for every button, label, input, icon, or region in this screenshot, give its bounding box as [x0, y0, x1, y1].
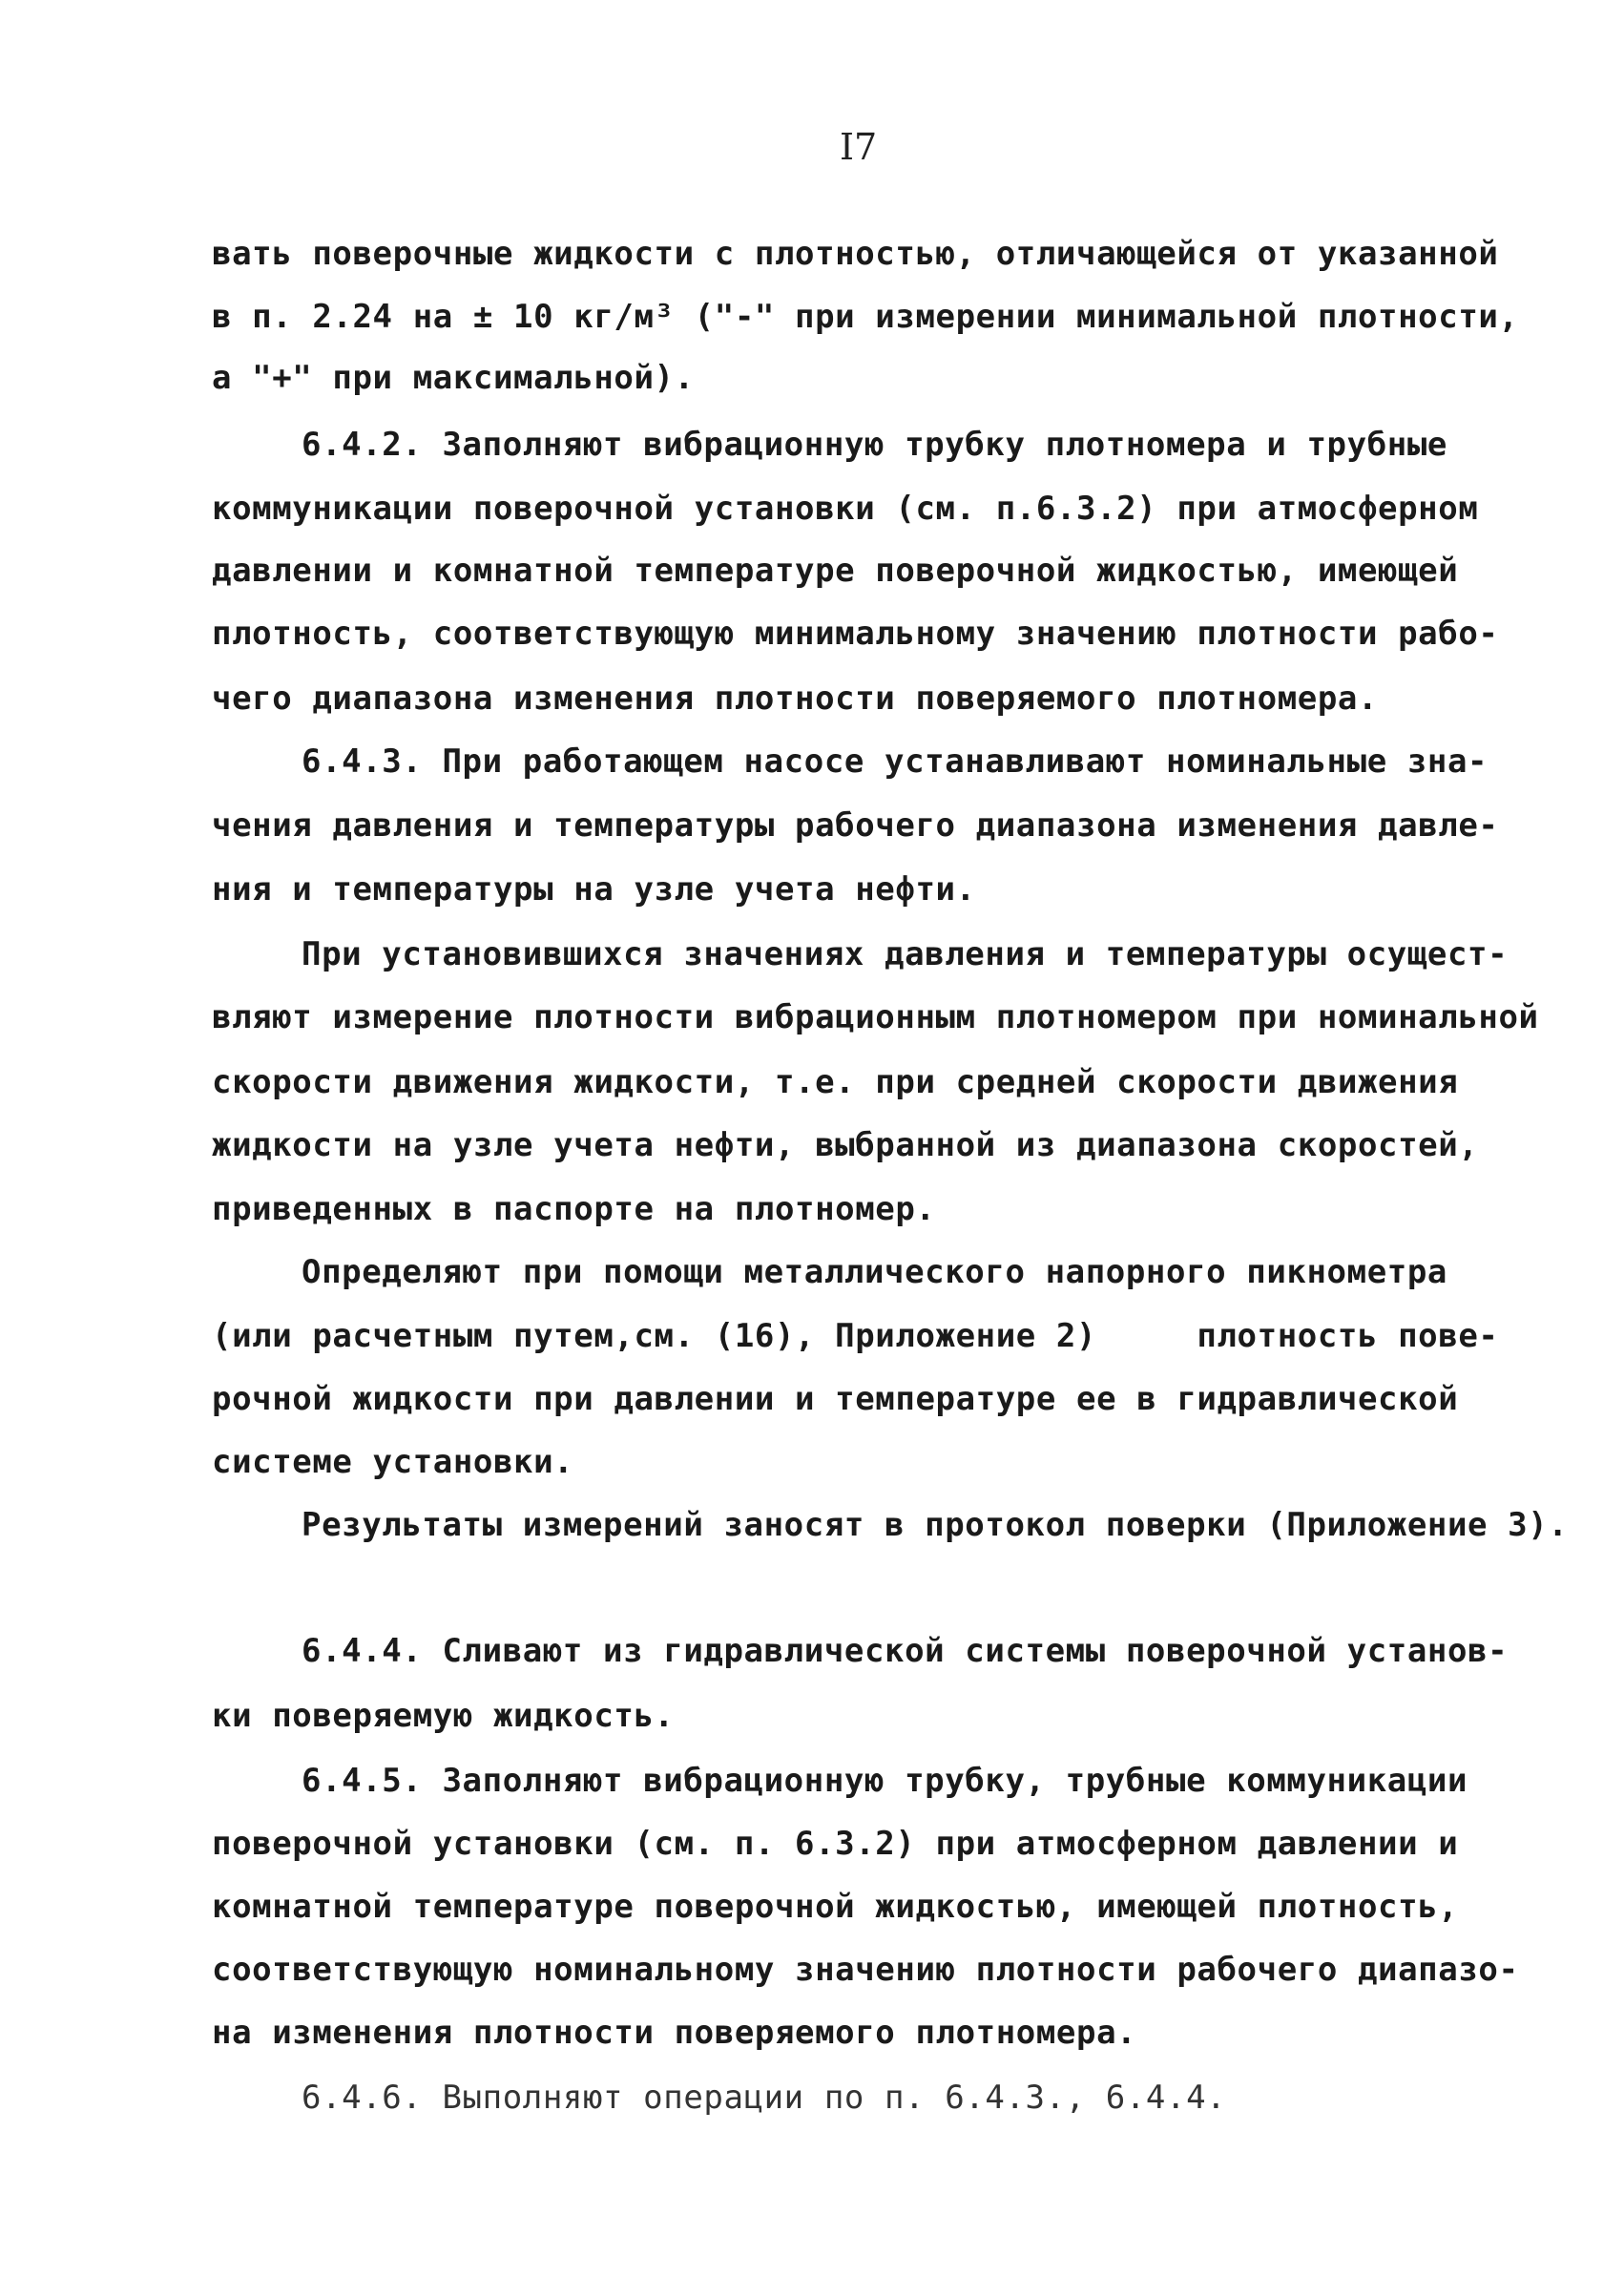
- text-line: а "+" при максимальной).: [212, 359, 695, 397]
- text-line: в п. 2.24 на ± 10 кг/м³ ("-" при измерении минимальной плотности,: [212, 298, 1519, 336]
- page-number: I7: [840, 126, 878, 168]
- text-line: приведенных в паспорте на плотномер.: [212, 1190, 936, 1228]
- text-line: на изменения плотности поверяемого плотномера.: [212, 2014, 1137, 2052]
- text-line: вляют измерение плотности вибрационным плотномером при номинальной: [212, 998, 1539, 1036]
- text-line: чего диапазона изменения плотности поверяемого плотномера.: [212, 679, 1379, 718]
- text-line: Определяют при помощи металлического напорного пикнометра: [302, 1253, 1447, 1291]
- text-line: плотность, соответствующую минимальному значению плотности рабо-: [212, 615, 1499, 653]
- text-line: вать поверочные жидкости с плотностью, отличающейся от указанной: [212, 235, 1499, 273]
- text-line: 6.4.3. При работающем насосе устанавливают номинальные зна-: [302, 742, 1489, 781]
- text-line: 6.4.5. Заполняют вибрационную трубку, трубные коммуникации: [302, 1762, 1468, 1800]
- text-line: (или расчетным путем,см. (16), Приложение 2) плотность пове-: [212, 1317, 1499, 1355]
- text-line: комнатной температуре поверочной жидкостью, имеющей плотность,: [212, 1888, 1459, 1926]
- text-line: давлении и комнатной температуре поверочной жидкостью, имеющей: [212, 552, 1459, 590]
- text-line: скорости движения жидкости, т.е. при средней скорости движения: [212, 1063, 1459, 1101]
- text-line: чения давления и температуры рабочего диапазона изменения давле-: [212, 806, 1499, 845]
- text-line: ния и температуры на узле учета нефти.: [212, 870, 976, 909]
- text-line: рочной жидкости при давлении и температуре ее в гидравлической: [212, 1380, 1459, 1418]
- text-line: 6.4.4. Сливают из гидравлической системы поверочной установ-: [302, 1632, 1509, 1670]
- text-line: Результаты измерений заносят в протокол поверки (Приложение 3).: [302, 1506, 1569, 1544]
- text-line: жидкости на узле учета нефти, выбранной из диапазона скоростей,: [212, 1126, 1479, 1164]
- text-line: ки поверяемую жидкость.: [212, 1697, 675, 1735]
- text-line: поверочной установки (см. п. 6.3.2) при атмосферном давлении и: [212, 1825, 1459, 1863]
- text-line: соответствующую номинальному значению плотности рабочего диапазо-: [212, 1951, 1519, 1989]
- text-line: коммуникации поверочной установки (см. п.6.3.2) при атмосферном: [212, 490, 1479, 528]
- text-line: 6.4.2. Заполняют вибрационную трубку плотномера и трубные: [302, 426, 1447, 464]
- text-line: При установившихся значениях давления и температуры осущест-: [302, 935, 1509, 973]
- text-line: 6.4.6. Выполняют операции по п. 6.4.3., 6.4.4.: [302, 2079, 1227, 2117]
- text-line: системе установки.: [212, 1443, 574, 1481]
